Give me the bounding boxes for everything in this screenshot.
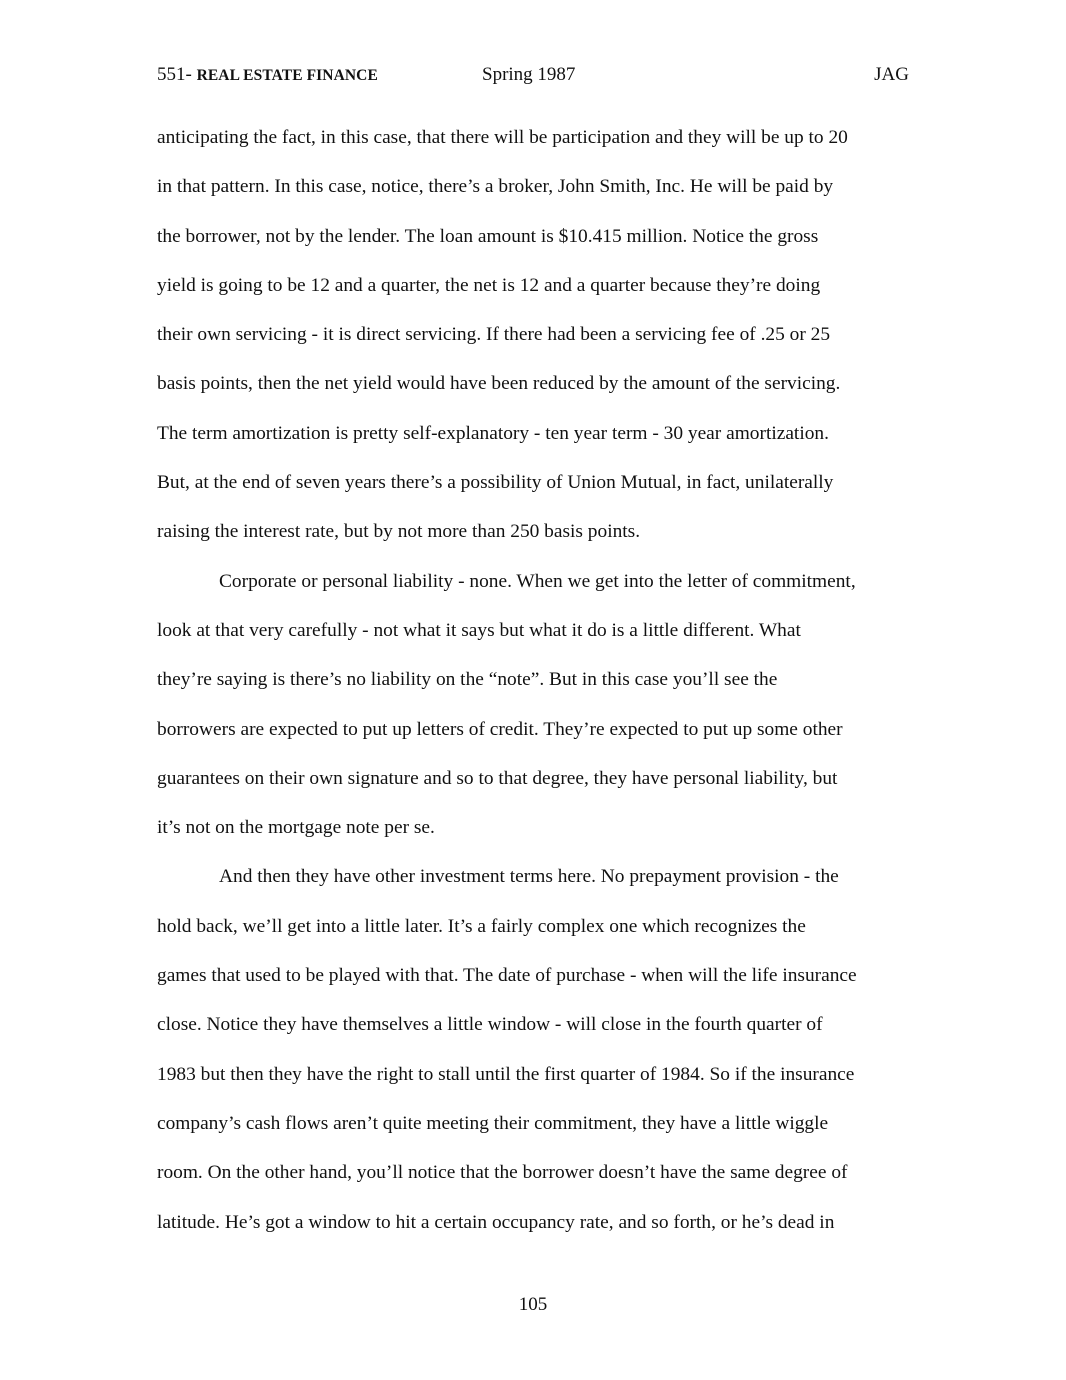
text-line: it’s not on the mortgage note per se. — [157, 817, 435, 839]
text-line: And then they have other investment terms here. No prepayment provision - the — [219, 866, 839, 888]
transcript-body — [157, 123, 913, 1257]
text-line: company’s cash flows aren’t quite meeting their commitment, they have a little wiggle — [157, 1112, 829, 1134]
text-line: Corporate or personal liability - none. When we get into the letter of commitment, — [219, 570, 856, 592]
course-title: REAL ESTATE FINANCE — [196, 67, 378, 84]
text-line: close. Notice they have themselves a little window - will close in the fourth quarter of — [157, 1014, 823, 1036]
text-line: the borrower, not by the lender. The loan amount is $10.415 million. Notice the gross — [157, 225, 819, 247]
course-number: 551- — [157, 64, 192, 85]
text-line: room. On the other hand, you’ll notice that the borrower doesn’t have the same degree of — [157, 1162, 848, 1184]
text-line: their own servicing - it is direct servicing. If there had been a servicing fee of .25 or 25 — [157, 324, 831, 346]
text-line: borrowers are expected to put up letters of credit. They’re expected to put up some other — [157, 718, 843, 740]
text-line: The term amortization is pretty self-explanatory - ten year term - 30 year amortization. — [157, 422, 829, 444]
author-initials: JAG — [874, 64, 909, 85]
text-line: guarantees on their own signature and so to that degree, they have personal liability, but — [157, 767, 838, 789]
text-line: games that used to be played with that. The date of purchase - when will the life insurance — [157, 965, 857, 987]
text-line: look at that very carefully - not what it says but what it do is a little different. What — [157, 619, 801, 641]
text-line: But, at the end of seven years there’s a possibility of Union Mutual, in fact, unilaterally — [157, 472, 834, 494]
text-line: latitude. He’s got a window to hit a certain occupancy rate, and so forth, or he’s dead in — [157, 1211, 835, 1233]
course-label — [157, 64, 378, 86]
text-line: in that pattern. In this case, notice, there’s a broker, John Smith, Inc. He will be paid by — [157, 176, 834, 198]
text-line: basis points, then the net yield would have been reduced by the amount of the servicing. — [157, 373, 841, 395]
text-line: raising the interest rate, but by not more than 250 basis points. — [157, 521, 641, 543]
text-line: they’re saying is there’s no liability on the “note”. But in this case you’ll see the — [157, 669, 778, 691]
text-line: yield is going to be 12 and a quarter, the net is 12 and a quarter because they’re doing — [157, 274, 821, 296]
text-line: 1983 but then they have the right to stall until the first quarter of 1984. So if the insurance — [157, 1063, 855, 1085]
term-label: Spring 1987 — [482, 64, 576, 85]
page-header — [157, 64, 909, 90]
text-line: hold back, we’ll get into a little later. It’s a fairly complex one which recognizes the — [157, 915, 806, 937]
page-number: 105 — [518, 1294, 548, 1315]
text-line: anticipating the fact, in this case, that there will be participation and they will be up to 20 — [157, 127, 848, 148]
